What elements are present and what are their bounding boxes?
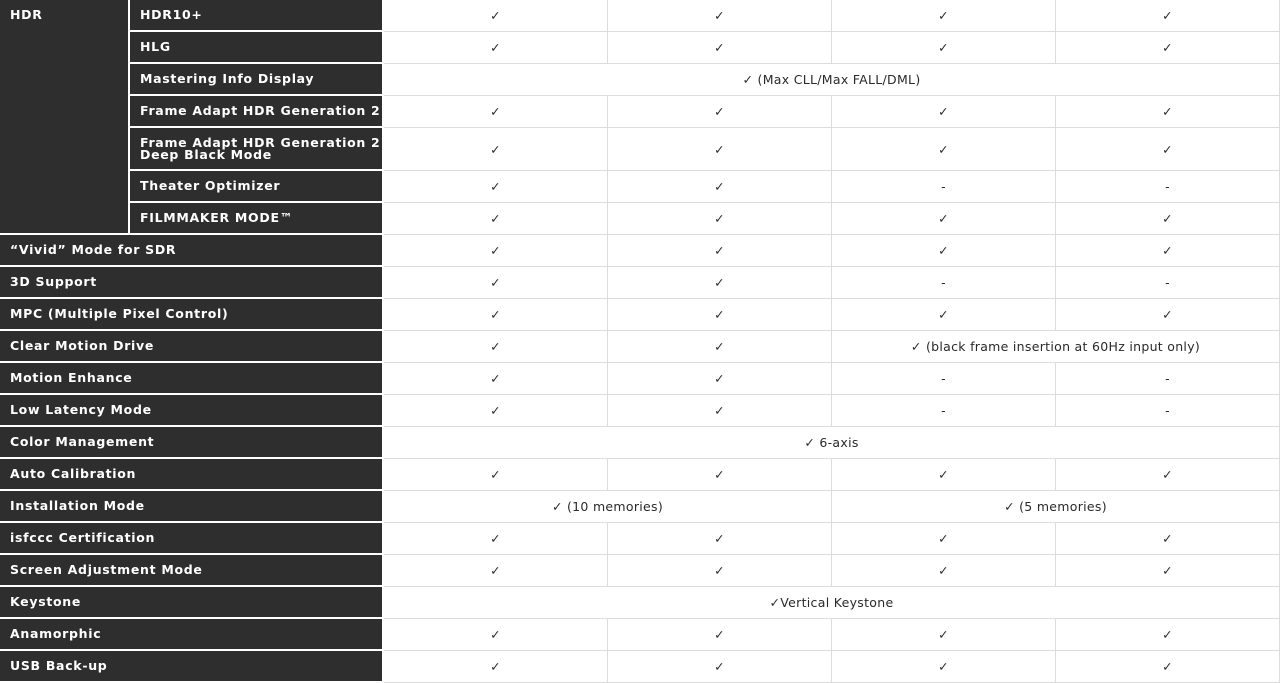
model-4-value: -	[1056, 395, 1280, 427]
model-4-value: ✓	[1056, 128, 1280, 171]
model-1-value: ✓	[384, 651, 608, 683]
table-row	[0, 0, 1280, 32]
merged-value-right: ✓ (5 memories)	[832, 491, 1280, 523]
model-3-value: -	[832, 267, 1056, 299]
merged-value-left: ✓ (10 memories)	[384, 491, 832, 523]
model-1-value: ✓	[384, 363, 608, 395]
table-row	[0, 235, 1280, 267]
feature-label-line-1: Frame Adapt HDR Generation 2	[140, 134, 381, 150]
model-4-value: ✓	[1056, 203, 1280, 235]
model-4-value: -	[1056, 267, 1280, 299]
model-4-value: ✓	[1056, 459, 1280, 491]
table-row	[0, 395, 1280, 427]
model-4-value: ✓	[1056, 555, 1280, 587]
model-1-value: ✓	[384, 523, 608, 555]
feature-label: Screen Adjustment Mode	[0, 555, 384, 587]
model-3-value: ✓	[832, 523, 1056, 555]
model-1-value: ✓	[384, 128, 608, 171]
feature-label: Mastering Info Display	[130, 64, 384, 96]
model-4-value: -	[1056, 363, 1280, 395]
model-2-value: ✓	[608, 96, 832, 128]
model-1-value: ✓	[384, 171, 608, 203]
table-row	[0, 203, 1280, 235]
model-1-value: ✓	[384, 235, 608, 267]
table-row	[0, 555, 1280, 587]
feature-label: MPC (Multiple Pixel Control)	[0, 299, 384, 331]
model-3-value: ✓	[832, 299, 1056, 331]
model-3-value: ✓	[832, 235, 1056, 267]
model-1-value: ✓	[384, 96, 608, 128]
model-4-value: ✓	[1056, 523, 1280, 555]
feature-label: Low Latency Mode	[0, 395, 384, 427]
model-2-value: ✓	[608, 32, 832, 64]
model-2-value: ✓	[608, 203, 832, 235]
table-row	[0, 619, 1280, 651]
feature-label: Installation Mode	[0, 491, 384, 523]
model-2-value: ✓	[608, 235, 832, 267]
feature-label: HDR10+	[130, 0, 384, 32]
model-1-value: ✓	[384, 0, 608, 32]
model-3-value: ✓	[832, 128, 1056, 171]
table-row	[0, 459, 1280, 491]
model-2-value: ✓	[608, 331, 832, 363]
feature-label: Anamorphic	[0, 619, 384, 651]
model-2-value: ✓	[608, 0, 832, 32]
model-4-value: ✓	[1056, 96, 1280, 128]
table-row	[0, 491, 1280, 523]
model-4-value: ✓	[1056, 32, 1280, 64]
feature-label: Frame Adapt HDR Generation 2	[130, 96, 384, 128]
table-row	[0, 651, 1280, 683]
table-row	[0, 331, 1280, 363]
model-1-value: ✓	[384, 299, 608, 331]
model-2-value: ✓	[608, 171, 832, 203]
model-1-value: ✓	[384, 267, 608, 299]
model-1-value: ✓	[384, 395, 608, 427]
model-2-value: ✓	[608, 651, 832, 683]
feature-label: HLG	[130, 32, 384, 64]
model-3-value: -	[832, 363, 1056, 395]
merged-value: ✓Vertical Keystone	[384, 587, 1280, 619]
table-row	[0, 128, 1280, 171]
table-row	[0, 32, 1280, 64]
model-4-value: ✓	[1056, 299, 1280, 331]
table-row	[0, 523, 1280, 555]
model-3-value: ✓	[832, 96, 1056, 128]
feature-label: Auto Calibration	[0, 459, 384, 491]
feature-label: Theater Optimizer	[130, 171, 384, 203]
model-1-value: ✓	[384, 331, 608, 363]
merged-value: ✓ (Max CLL/Max FALL/DML)	[384, 64, 1280, 96]
feature-label-line-2: Deep Black Mode	[140, 146, 272, 162]
model-4-value: ✓	[1056, 651, 1280, 683]
model-2-value: ✓	[608, 619, 832, 651]
feature-label	[130, 128, 384, 171]
model-4-value: ✓	[1056, 0, 1280, 32]
feature-label: USB Back-up	[0, 651, 384, 683]
feature-label: FILMMAKER MODE™	[130, 203, 384, 235]
model-4-value: ✓	[1056, 235, 1280, 267]
model-1-value: ✓	[384, 619, 608, 651]
feature-label: Keystone	[0, 587, 384, 619]
merged-value: ✓ 6-axis	[384, 427, 1280, 459]
model-2-value: ✓	[608, 299, 832, 331]
table-row	[0, 363, 1280, 395]
model-3-value: ✓	[832, 651, 1056, 683]
model-3-value: ✓	[832, 555, 1056, 587]
table-row	[0, 267, 1280, 299]
model-4-value: -	[1056, 171, 1280, 203]
table-row	[0, 64, 1280, 96]
model-3-value: ✓	[832, 203, 1056, 235]
model-2-value: ✓	[608, 523, 832, 555]
model-2-value: ✓	[608, 128, 832, 171]
table-row	[0, 171, 1280, 203]
table-row	[0, 96, 1280, 128]
model-1-value: ✓	[384, 459, 608, 491]
model-3-value: -	[832, 395, 1056, 427]
row-group-label: HDR	[0, 0, 130, 235]
model-3-value: ✓	[832, 32, 1056, 64]
model-1-value: ✓	[384, 32, 608, 64]
feature-label: Motion Enhance	[0, 363, 384, 395]
feature-label: 3D Support	[0, 267, 384, 299]
model-2-value: ✓	[608, 395, 832, 427]
merged-value-right: ✓ (black frame insertion at 60Hz input only)	[832, 331, 1280, 363]
feature-label: Color Management	[0, 427, 384, 459]
table-row	[0, 587, 1280, 619]
model-3-value: ✓	[832, 0, 1056, 32]
model-3-value: ✓	[832, 459, 1056, 491]
model-2-value: ✓	[608, 555, 832, 587]
model-1-value: ✓	[384, 203, 608, 235]
feature-label: isfccc Certification	[0, 523, 384, 555]
feature-label: Clear Motion Drive	[0, 331, 384, 363]
feature-label: “Vivid” Mode for SDR	[0, 235, 384, 267]
model-2-value: ✓	[608, 267, 832, 299]
model-3-value: ✓	[832, 619, 1056, 651]
table-row	[0, 427, 1280, 459]
table-row	[0, 299, 1280, 331]
model-3-value: -	[832, 171, 1056, 203]
model-1-value: ✓	[384, 555, 608, 587]
model-2-value: ✓	[608, 459, 832, 491]
model-4-value: ✓	[1056, 619, 1280, 651]
model-2-value: ✓	[608, 363, 832, 395]
